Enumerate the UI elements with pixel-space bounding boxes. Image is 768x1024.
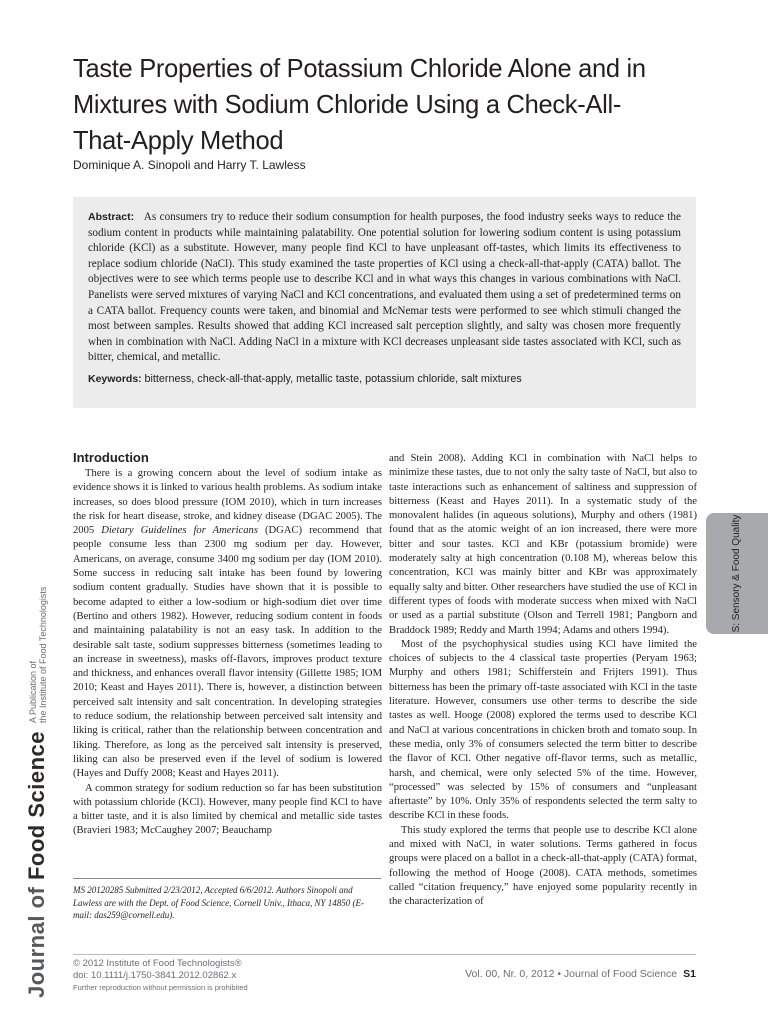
- footer-divider: [73, 954, 696, 955]
- paragraph: and Stein 2008). Adding KCl in combination with NaCl helps to minimize these tastes, due to not only the salty taste of NaCl, but also to taste interactions such as enhancement of saltiness and suppression of bitterness (Keast and Hayes 2011). In a systematic study of the monovalent halides (in aqueous solutions), Murphy and others (1981) found that as the atomic weight of an ion increased, there were more bitter and sour tastes. KCl and KBr (potassium bromide) were moderately salty at high concentration (0.108 M), whereas below this concentration, KCl was mainly bitter and KBr was approximately equally salty and bitter. Other researchers have studied the use of KCl in different types of foods with moderate success when mixed with NaCl or used as a partial substitute (Olson and Terrell 1981; Pangborn and Braddock 1989; Reddy and Marth 1994; Adams and others 1994).: [389, 453, 697, 636]
- copyright-line: © 2012 Institute of Food Technologists®: [73, 958, 242, 969]
- reproduction-notice: Further reproduction without permission is prohibited: [73, 983, 248, 992]
- paragraph: Most of the psychophysical studies using KCl have limited the choices of subjects to the 4 classical taste properties (Peryam 1963; Murphy and others 1981; Schifferstein and Frijters 1991). Thus bitterness has been the primary off-taste associated with KCl in the taste literature. However, consumers use other terms to describe the side tastes as well. Hooge (2008) explored the terms used to describe KCl and NaCl at various concentrations in chicken broth and tomato soup. In these media, only 3% of consumers selected the term bitter to describe the flavor of KCl. Other negative off-flavor terms, such as metallic, harsh, and chemical, were only selected 5% of the time. However, “processed” was selected by 15% of consumers and “unpleasant aftertaste” by 10%. Only 35% of respondents selected the term salty to describe KCl in these foods.: [389, 638, 697, 822]
- copyright-block: [73, 958, 248, 994]
- journal-logo: [6, 586, 50, 998]
- keywords: [88, 372, 681, 388]
- issue-info: Vol. 00, Nr. 0, 2012 • Journal of Food Science: [465, 968, 678, 980]
- logo-food-science: Food Science: [24, 730, 49, 881]
- footnote: MS 20120285 Submitted 2/23/2012, Accepted 6/6/2012. Authors Sinopoli and Lawless are with the Dept. of Food Science, Cornell Univ., Ithaca, NY 14850 (E-mail: das259@cornell.edu).: [73, 885, 364, 921]
- page-number: S1: [683, 968, 696, 980]
- publisher-line: A Publication of the Institute of Food Technologists: [28, 586, 48, 723]
- paragraph: This study explored the terms that people use to describe KCl alone and mixed with NaCl, in water solutions. Terms gathered in focus groups were placed on a ballot in a check-all-that-apply (CATA) format, following the method of Hooge (2008). CATA methods, sometimes called “citation frequency,” have enjoyed some popularity recently in the characterization of: [389, 824, 697, 908]
- article-title: Taste Properties of Potassium Chloride Alone and in Mixtures with Sodium Chloride Using a Check-All-That-Apply Method: [73, 53, 646, 155]
- keywords-list: bitterness, check-all-that-apply, metallic taste, potassium chloride, salt mixtures: [144, 372, 522, 385]
- journal-logo-wordmark: [24, 731, 50, 998]
- abstract-body: As consumers try to reduce their sodium consumption for health purposes, the food industry seeks ways to reduce the sodium content in products while maintaining palatability. One potential solution for lowering sodium content is using potassium chloride (KCl) as a substitute. However, many people find KCl to have unpleasant off-tastes, which limits its effectiveness to replace sodium chloride (NaCl). This study examined the taste properties of KCl using a check-all-that-apply (CATA) ballot. The objectives were to see which terms people use to describe KCl and in what ways this changes in various combinations with NaCl. Panelists were served mixtures of varying NaCl and KCl concentrations, and evaluated them using a set of predetermined terms on a CATA ballot. Frequency counts were taken, and binomial and McNemar tests were performed to see which stimuli changed the most between samples. Results showed that adding KCl increased salt perception slightly, and salty was chosen more frequently when in combination with NaCl. Adding NaCl in a mixture with KCl decreases unpleasant side tastes associated with KCl, such as bitter, chemical, and metallic.: [88, 211, 681, 364]
- footnote-divider: [73, 878, 381, 879]
- section-heading-introduction: Introduction: [73, 450, 149, 465]
- left-column: [73, 467, 382, 839]
- abstract: [88, 210, 681, 366]
- journal-footer: [465, 968, 696, 980]
- logo-journal-of: Journal of: [24, 886, 49, 998]
- abstract-label: Abstract:: [88, 211, 135, 223]
- side-tab-label: S: Sensory & Food Quality: [731, 514, 742, 633]
- paragraph: There is a growing concern about the level of sodium intake as evidence shows it is linked to various health problems. As sodium intake increases, so does blood pressure (IOM 2010), which in turn increases the risk for heart disease, stroke, and kidney disease (DGAC 2005). The 2005 Dietary Guidelines for Americans (DGAC) recommend that people consume less than 2300 mg sodium per day. However, Americans, on average, consume 3400 mg sodium per day (IOM 2010). Some success in reducing salt intake has been found by lowering sodium content gradually. Studies have shown that it is possible to become adapted to either a low-sodium or high-sodium diet over time (Bertino and others 1982). However, reducing sodium content in foods and maintaining palatability is not an easy task. In addition to the desirable salt taste, sodium suppresses bitterness (sometimes leading to an increase in sweetness), masks off-flavors, improves product texture and thickness, and enhances overall flavor intensity (Gillette 1985; IOM 2010; Keast and Hayes 2011). There is, however, a distinction between perceived salt intensity and salt concentration. In developing strategies to reduce sodium, the relationship between perceived salt intensity and liking is critical, rather than the relationship between concentration and liking. Therefore, as long as the perceived salt intensity is preserved, liking can also be preserved even if the level of sodium is lowered (Hayes and Duffy 2008; Keast and Hayes 2011).: [73, 468, 382, 780]
- section-side-tab: [706, 513, 768, 634]
- paragraph: A common strategy for sodium reduction so far has been substitution with potassium chloride (KCl). However, many people find KCl to have a bitter taste, and it is also limited by chemical and metallic side tastes (Bravieri 1983; McCaughey 2007; Beauchamp: [73, 782, 382, 837]
- authors: Dominique A. Sinopoli and Harry T. Lawless: [73, 158, 306, 172]
- keywords-label: Keywords:: [88, 372, 142, 385]
- abstract-box: [73, 197, 696, 408]
- doi-link[interactable]: doi: 10.1111/j.1750-3841.2012.02862.x: [73, 970, 237, 981]
- right-column: [389, 452, 697, 910]
